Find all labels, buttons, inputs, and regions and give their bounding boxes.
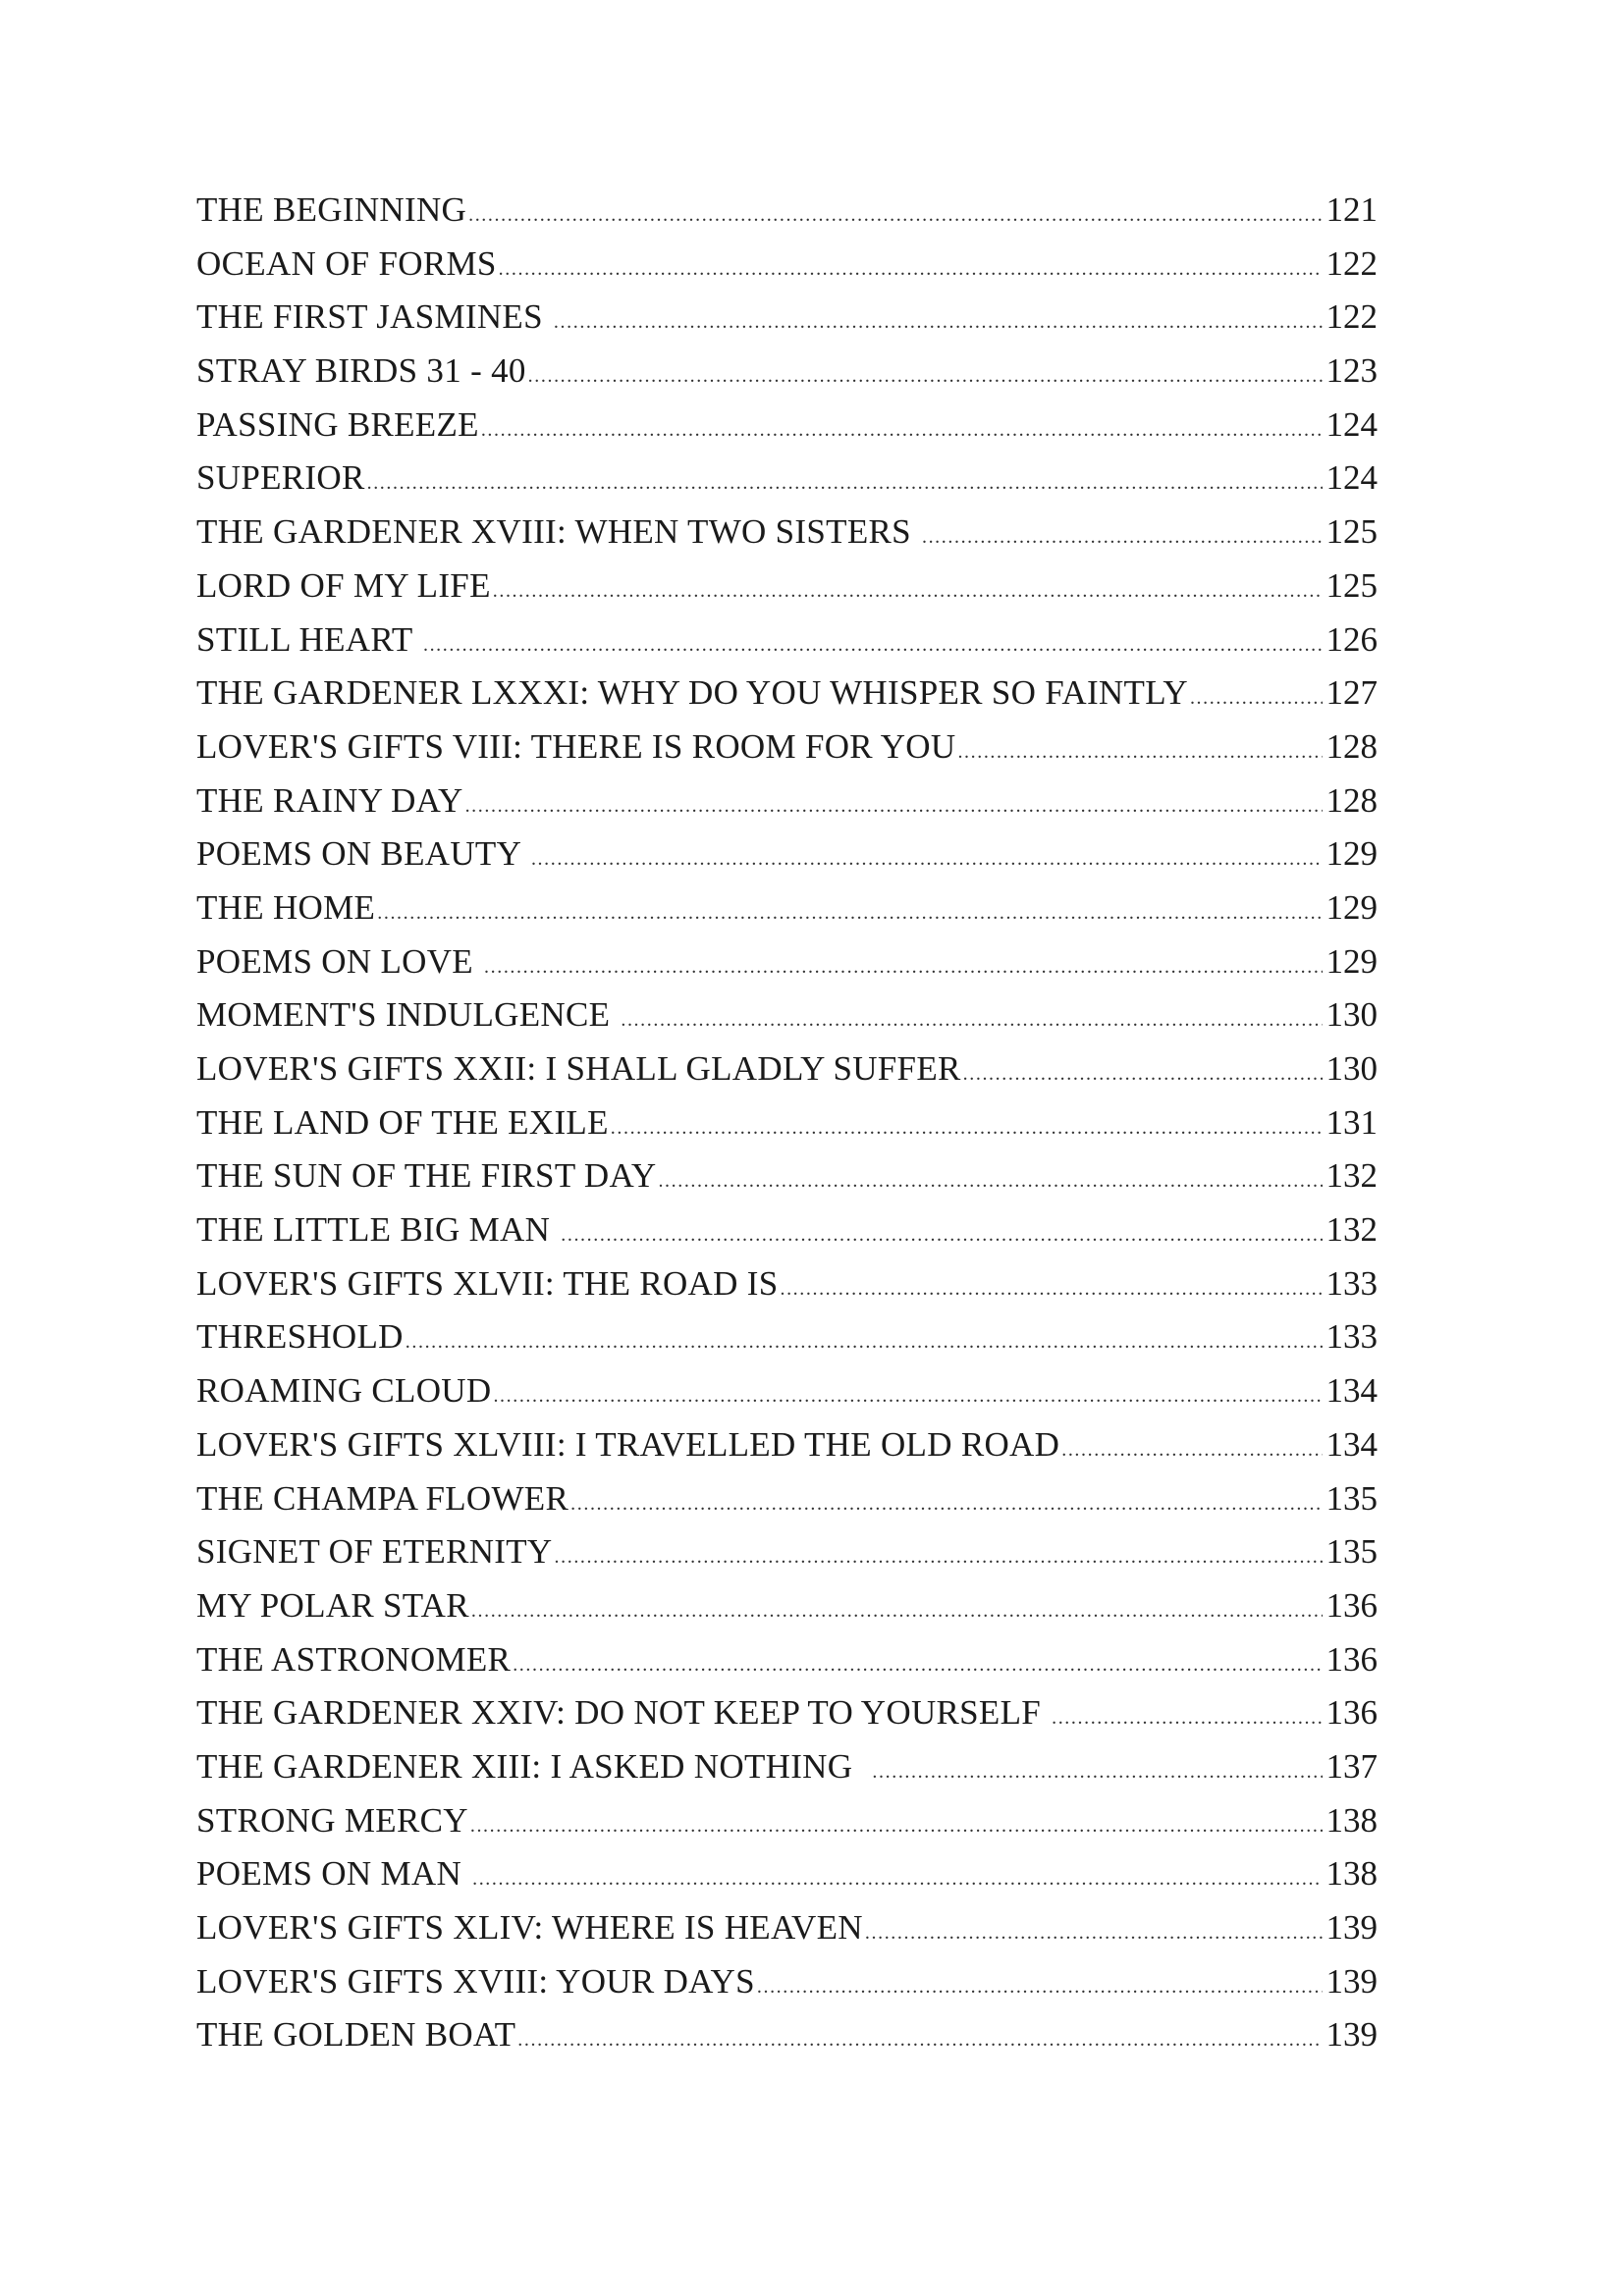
toc-entry[interactable] (196, 667, 1378, 721)
dot-leader (484, 940, 1322, 989)
toc-entry[interactable] (196, 1042, 1378, 1096)
dot-leader (1061, 1423, 1322, 1472)
toc-entry-title: THRESHOLD (196, 1317, 404, 1357)
toc-entry[interactable] (196, 1686, 1378, 1740)
toc-entry[interactable] (196, 828, 1378, 881)
toc-entry-page: 124 (1325, 404, 1378, 444)
toc-entry-page: 139 (1325, 2015, 1378, 2055)
dot-leader (957, 725, 1322, 774)
dot-leader (517, 2013, 1322, 2062)
toc-entry[interactable] (196, 1257, 1378, 1311)
dot-leader (1190, 671, 1323, 721)
toc-entry-page: 132 (1325, 1156, 1378, 1196)
toc-entry[interactable] (196, 1203, 1378, 1257)
toc-entry-title: MOMENT'S INDULGENCE (196, 995, 620, 1035)
toc-entry[interactable] (196, 506, 1378, 560)
dot-leader (465, 779, 1323, 828)
toc-entry-title: THE RAINY DAY (196, 780, 463, 820)
dot-leader (377, 886, 1322, 935)
toc-entry-title: STRAY BIRDS 31 - 40 (196, 351, 526, 391)
toc-entry-title: PASSING BREEZE (196, 404, 479, 444)
toc-entry-page: 125 (1325, 512, 1378, 552)
dot-leader (471, 1584, 1323, 1633)
toc-entry[interactable] (196, 614, 1378, 667)
dot-leader (872, 1745, 1322, 1794)
toc-entry[interactable] (196, 1472, 1378, 1526)
toc-entry-title: POEMS ON BEAUTY (196, 834, 529, 874)
toc-entry-page: 138 (1325, 1854, 1378, 1894)
dot-leader (493, 564, 1323, 614)
dot-leader (493, 1369, 1322, 1418)
toc-entry-title: THE GARDENER XIII: I ASKED NOTHING (196, 1746, 871, 1786)
toc-entry-page: 122 (1325, 243, 1378, 283)
toc-entry-title: THE BEGINNING (196, 190, 467, 229)
toc-entry[interactable] (196, 1525, 1378, 1579)
toc-entry-title: LOVER'S GIFTS XLIV: WHERE IS HEAVEN (196, 1908, 863, 1947)
toc-entry[interactable] (196, 1794, 1378, 1848)
toc-entry-title: LOVER'S GIFTS XXII: I SHALL GLADLY SUFFER (196, 1049, 961, 1088)
toc-entry-title: THE CHAMPA FLOWER (196, 1478, 569, 1518)
toc-entry-page: 123 (1325, 351, 1378, 391)
dot-leader (780, 1262, 1322, 1311)
toc-entry-page: 133 (1325, 1263, 1378, 1303)
toc-entry[interactable] (196, 1149, 1378, 1203)
toc-entry-title: THE GARDENER LXXXI: WHY DO YOU WHISPER SO FAINTLY (196, 673, 1188, 713)
toc-entry-title: POEMS ON MAN (196, 1854, 471, 1894)
dot-leader (554, 295, 1323, 345)
toc-entry-title: THE LITTLE BIG MAN (196, 1210, 560, 1250)
toc-entry-page: 130 (1325, 995, 1378, 1035)
toc-entry-title: THE HOME (196, 887, 376, 927)
toc-entry-title: THE GOLDEN BOAT (196, 2015, 516, 2055)
dot-leader (611, 1101, 1323, 1150)
dot-leader (555, 1530, 1323, 1579)
toc-entry[interactable] (196, 721, 1378, 774)
dot-leader (481, 403, 1323, 453)
toc-entry-title: THE ASTRONOMER (196, 1639, 512, 1679)
dot-leader (499, 242, 1323, 292)
toc-entry-title: THE GARDENER XXIV: DO NOT KEEP TO YOURSELF (196, 1693, 1051, 1733)
dot-leader (472, 1852, 1322, 1901)
toc-entry[interactable] (196, 1418, 1378, 1472)
toc-entry-title: SIGNET OF ETERNITY (196, 1532, 553, 1572)
toc-entry-page: 121 (1325, 190, 1378, 229)
toc-entry[interactable] (196, 1364, 1378, 1418)
dot-leader (922, 510, 1323, 560)
toc-entry[interactable] (196, 1633, 1378, 1687)
toc-entry-page: 136 (1325, 1585, 1378, 1625)
toc-entry-page: 127 (1325, 673, 1378, 713)
toc-entry[interactable] (196, 184, 1378, 238)
toc-entry-page: 135 (1325, 1532, 1378, 1572)
dot-leader (658, 1154, 1322, 1203)
dot-leader (423, 618, 1323, 667)
toc-entry[interactable] (196, 988, 1378, 1042)
dot-leader (865, 1906, 1323, 1955)
toc-entry-page: 130 (1325, 1049, 1378, 1088)
dot-leader (531, 832, 1323, 881)
toc-entry[interactable] (196, 1310, 1378, 1364)
toc-entry[interactable] (196, 452, 1378, 506)
toc-entry[interactable] (196, 291, 1378, 345)
toc-entry-title: LOVER'S GIFTS XLVII: THE ROAD IS (196, 1263, 779, 1303)
toc-entry-page: 128 (1325, 726, 1378, 766)
toc-entry[interactable] (196, 1096, 1378, 1150)
toc-entry[interactable] (196, 238, 1378, 292)
dot-leader (561, 1208, 1322, 1257)
toc-entry-page: 129 (1325, 887, 1378, 927)
toc-entry-title: THE GARDENER XVIII: WHEN TWO SISTERS (196, 512, 920, 552)
toc-entry-page: 128 (1325, 780, 1378, 820)
toc-entry-page: 125 (1325, 565, 1378, 605)
toc-entry-page: 139 (1325, 1908, 1378, 1947)
dot-leader (570, 1477, 1322, 1526)
table-of-contents (196, 184, 1378, 2062)
toc-entry[interactable] (196, 399, 1378, 453)
toc-entry-page: 132 (1325, 1210, 1378, 1250)
toc-entry-title: MY POLAR STAR (196, 1585, 469, 1625)
toc-entry-title: ROAMING CLOUD (196, 1371, 492, 1411)
toc-entry-page: 129 (1325, 834, 1378, 874)
toc-entry-page: 134 (1325, 1424, 1378, 1464)
toc-entry-page: 129 (1325, 941, 1378, 981)
toc-entry[interactable] (196, 1740, 1378, 1794)
dot-leader (528, 349, 1323, 399)
toc-entry-title: THE LAND OF THE EXILE (196, 1102, 609, 1142)
toc-entry[interactable] (196, 881, 1378, 935)
toc-entry-title: POEMS ON LOVE (196, 941, 483, 981)
toc-entry-page: 139 (1325, 1961, 1378, 2001)
dot-leader (470, 1799, 1323, 1848)
toc-entry-page: 136 (1325, 1639, 1378, 1679)
dot-leader (513, 1638, 1322, 1687)
dot-leader (468, 188, 1322, 238)
toc-entry[interactable] (196, 560, 1378, 614)
dot-leader (963, 1047, 1323, 1096)
toc-entry-title: THE FIRST JASMINES (196, 297, 552, 337)
toc-entry-page: 131 (1325, 1102, 1378, 1142)
toc-entry[interactable] (196, 935, 1378, 989)
toc-entry[interactable] (196, 1955, 1378, 2009)
toc-entry-title: THE SUN OF THE FIRST DAY (196, 1156, 657, 1196)
dot-leader (406, 1315, 1323, 1364)
toc-entry-page: 126 (1325, 619, 1378, 659)
toc-entry[interactable] (196, 2008, 1378, 2062)
toc-entry-page: 135 (1325, 1478, 1378, 1518)
toc-entry[interactable] (196, 1579, 1378, 1633)
toc-entry-title: OCEAN OF FORMS (196, 243, 497, 283)
toc-entry-title: LORD OF MY LIFE (196, 565, 491, 605)
dot-leader (757, 1960, 1323, 2009)
toc-entry[interactable] (196, 345, 1378, 399)
toc-entry-page: 138 (1325, 1800, 1378, 1840)
toc-entry-title: LOVER'S GIFTS VIII: THERE IS ROOM FOR YOU (196, 726, 956, 766)
toc-entry-title: SUPERIOR (196, 458, 365, 498)
toc-entry-title: STILL HEART (196, 619, 421, 659)
toc-entry[interactable] (196, 1847, 1378, 1901)
toc-entry-page: 137 (1325, 1746, 1378, 1786)
toc-entry-page: 122 (1325, 297, 1378, 337)
toc-entry-title: LOVER'S GIFTS XVIII: YOUR DAYS (196, 1961, 755, 2001)
toc-entry-title: LOVER'S GIFTS XLVIII: I TRAVELLED THE OLD ROAD (196, 1424, 1060, 1464)
toc-entry-title: STRONG MERCY (196, 1800, 468, 1840)
toc-entry[interactable] (196, 1901, 1378, 1955)
toc-entry-page: 124 (1325, 458, 1378, 498)
dot-leader (1052, 1691, 1322, 1740)
toc-entry[interactable] (196, 774, 1378, 828)
toc-entry-page: 134 (1325, 1371, 1378, 1411)
dot-leader (621, 993, 1322, 1042)
toc-entry-page: 133 (1325, 1317, 1378, 1357)
toc-entry-page: 136 (1325, 1693, 1378, 1733)
dot-leader (367, 456, 1323, 506)
